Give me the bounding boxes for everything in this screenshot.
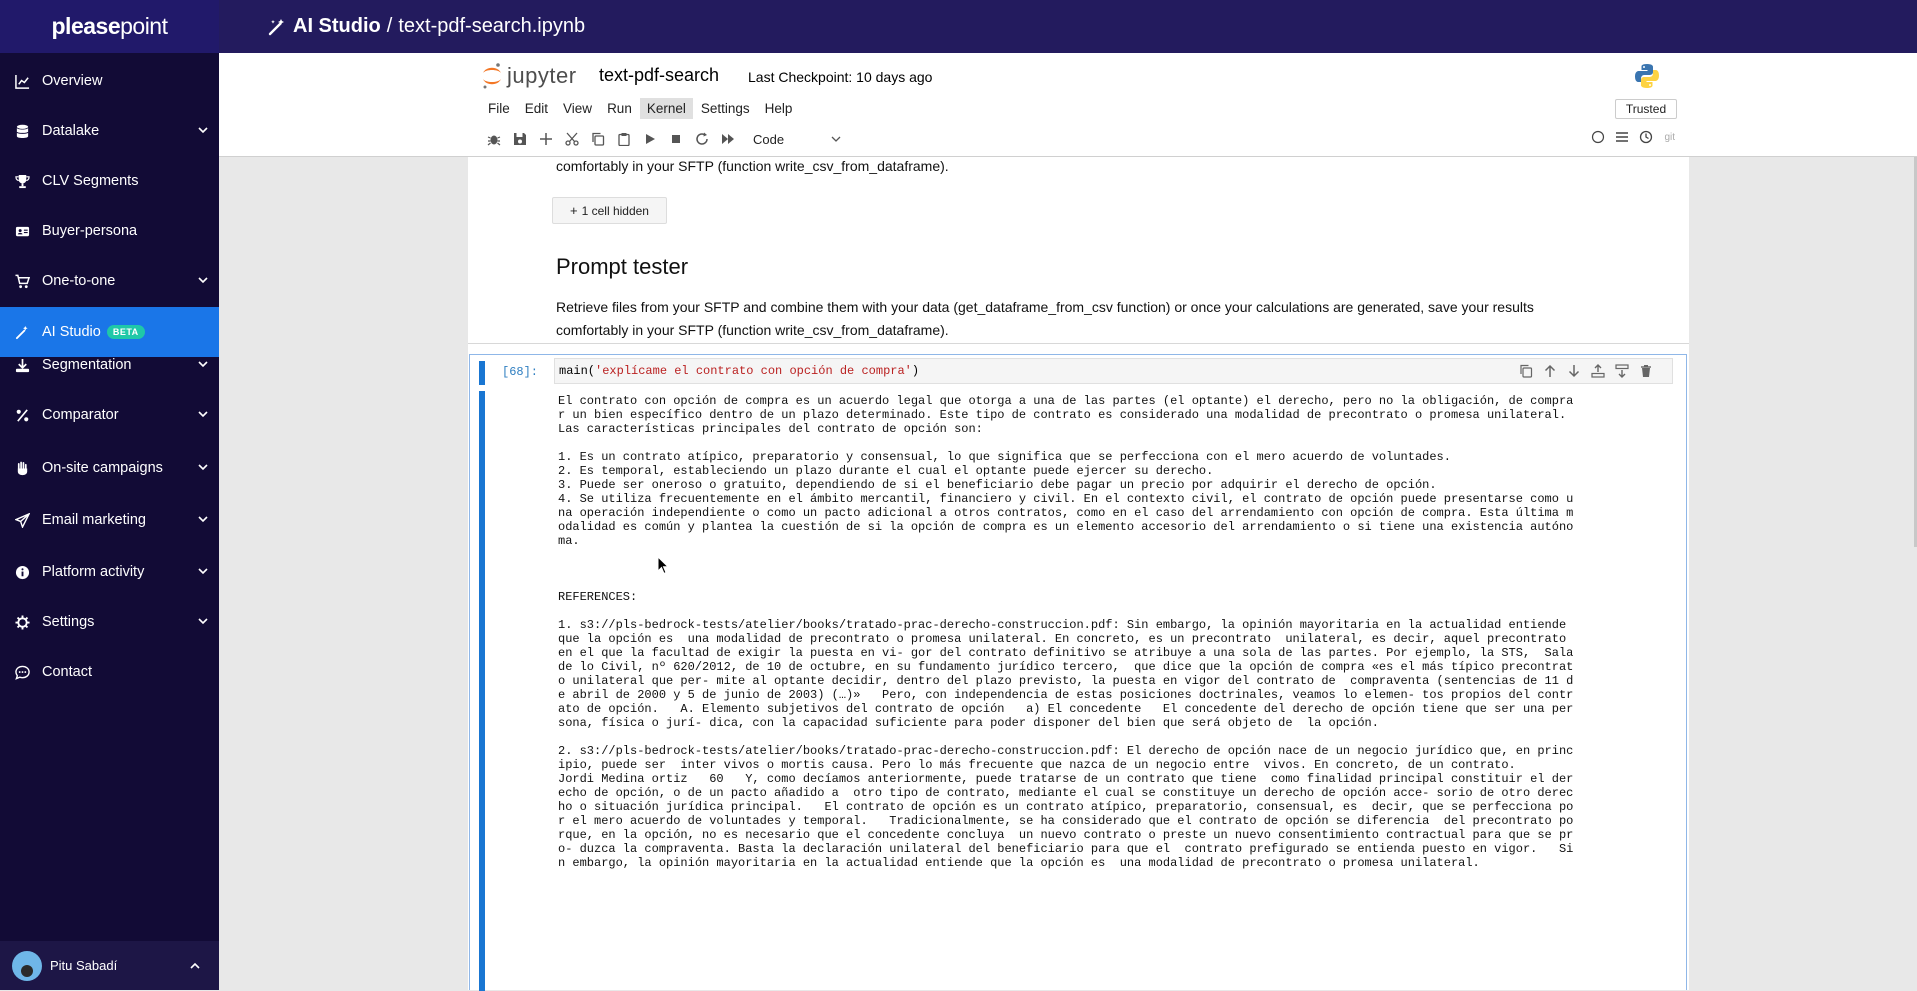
sidebar-item-label: CLV Segments bbox=[42, 173, 139, 189]
sidebar bbox=[0, 53, 219, 990]
code-close: ) bbox=[911, 364, 920, 378]
top-bar bbox=[0, 0, 1917, 53]
chevron-down-icon bbox=[831, 134, 841, 144]
menu-edit[interactable]: Edit bbox=[524, 100, 549, 116]
sidebar-item-segmentation[interactable] bbox=[0, 340, 219, 390]
breadcrumb-app[interactable]: AI Studio bbox=[293, 15, 381, 37]
notebook-page bbox=[468, 157, 1689, 990]
breadcrumb-file: text-pdf-search.ipynb bbox=[398, 15, 586, 37]
menu-view[interactable]: View bbox=[563, 100, 593, 116]
restart-icon[interactable] bbox=[694, 131, 710, 147]
menu-help[interactable]: Help bbox=[764, 100, 793, 116]
sidebar-item-comparator[interactable] bbox=[0, 390, 219, 440]
sidebar-item-label: Settings bbox=[42, 614, 95, 630]
sidebar-item-label: Contact bbox=[42, 664, 92, 680]
beta-badge: BETA bbox=[107, 325, 145, 339]
save-icon[interactable] bbox=[512, 131, 528, 147]
markdown-text: Retrieve files from your SFTP and combine them with your data (get_dataframe_from_csv function) or once your calculations are generated, save your results comfortably in your SFTP (function write_csv_from_dataframe). bbox=[556, 299, 1534, 338]
sidebar-item-clv-segments[interactable] bbox=[0, 156, 219, 206]
chat-icon bbox=[14, 664, 30, 680]
insert-above-icon[interactable] bbox=[1590, 363, 1606, 379]
git-label[interactable]: git bbox=[1664, 131, 1675, 143]
sidebar-item-label: Comparator bbox=[42, 407, 119, 423]
hidden-cells-label: 1 cell hidden bbox=[581, 203, 649, 218]
sidebar-item-email-marketing[interactable] bbox=[0, 495, 219, 545]
sidebar-item-contact[interactable] bbox=[0, 647, 219, 697]
notebook-toolbar bbox=[481, 127, 841, 151]
cart-icon bbox=[14, 273, 30, 289]
sidebar-item-label: Platform activity bbox=[42, 564, 145, 580]
markdown-text: comfortably in your SFTP (function write_csv_from_dataframe). bbox=[556, 158, 949, 174]
cell-type-value: Code bbox=[753, 131, 785, 147]
download-icon bbox=[14, 357, 30, 373]
run-icon[interactable] bbox=[642, 131, 658, 147]
brand-name-light: point bbox=[120, 13, 168, 39]
sidebar-item-overview[interactable] bbox=[0, 56, 219, 106]
trophy-icon bbox=[14, 173, 30, 189]
chevron-down-icon bbox=[197, 274, 209, 286]
kernel-indicators bbox=[1586, 129, 1675, 145]
brand-name-bold: please bbox=[51, 13, 121, 39]
percent-icon bbox=[14, 407, 30, 423]
stop-icon[interactable] bbox=[668, 131, 684, 147]
gear-icon bbox=[14, 614, 30, 630]
fast-forward-icon[interactable] bbox=[720, 131, 736, 147]
chevron-down-icon bbox=[197, 565, 209, 577]
checkpoint-status: Last Checkpoint: 10 days ago bbox=[748, 69, 933, 85]
chevron-down-icon bbox=[197, 615, 209, 627]
trusted-indicator[interactable]: Trusted bbox=[1615, 99, 1677, 119]
info-icon bbox=[14, 564, 30, 580]
delete-icon[interactable] bbox=[1638, 363, 1654, 379]
cell-divider bbox=[468, 343, 1689, 344]
bug-icon[interactable] bbox=[486, 131, 502, 147]
sidebar-item-label: Buyer-persona bbox=[42, 223, 138, 239]
sidebar-item-platform-activity[interactable] bbox=[0, 547, 219, 597]
mouse-cursor-icon bbox=[657, 556, 671, 576]
kernel-status-icon[interactable] bbox=[1590, 129, 1606, 145]
chevron-down-icon bbox=[197, 461, 209, 473]
user-menu[interactable] bbox=[0, 941, 219, 990]
move-up-icon[interactable] bbox=[1542, 363, 1558, 379]
sidebar-item-label: AI Studio bbox=[42, 324, 101, 340]
chevron-down-icon bbox=[197, 358, 209, 370]
chevron-down-icon bbox=[197, 408, 209, 420]
menu-run[interactable]: Run bbox=[607, 100, 632, 116]
hidden-cells-button[interactable] bbox=[552, 197, 667, 224]
menu-kernel[interactable]: Kernel bbox=[640, 98, 693, 119]
sidebar-item-datalake[interactable] bbox=[0, 106, 219, 156]
breadcrumb bbox=[267, 15, 585, 38]
paper-plane-icon bbox=[14, 512, 30, 528]
cell-collapser-input[interactable] bbox=[479, 361, 485, 385]
code-function: main( bbox=[559, 364, 596, 378]
sidebar-item-label: Email marketing bbox=[42, 512, 146, 528]
move-down-icon[interactable] bbox=[1566, 363, 1582, 379]
code-cell[interactable] bbox=[469, 354, 1687, 990]
cell-toolbar bbox=[1514, 363, 1658, 379]
cell-collapser-output[interactable] bbox=[479, 391, 485, 991]
sidebar-item-buyer-persona[interactable] bbox=[0, 206, 219, 256]
sidebar-item-label: One-to-one bbox=[42, 273, 116, 289]
python-icon bbox=[1634, 63, 1660, 89]
sidebar-item-label: On-site campaigns bbox=[42, 460, 163, 476]
sidebar-item-label: Segmentation bbox=[42, 357, 132, 373]
insert-below-icon[interactable] bbox=[1614, 363, 1630, 379]
user-name: Pitu Sabadí bbox=[50, 958, 118, 973]
menu-lines-icon[interactable] bbox=[1614, 129, 1630, 145]
notebook-area bbox=[219, 157, 1917, 990]
id-card-icon bbox=[14, 223, 30, 239]
sidebar-item-on-site-campaigns[interactable] bbox=[0, 443, 219, 493]
jupyter-logo-text: jupyter bbox=[507, 63, 577, 88]
magic-wand-icon bbox=[267, 17, 287, 37]
markdown-heading: Prompt tester bbox=[556, 254, 689, 279]
menu-file[interactable]: File bbox=[488, 100, 510, 116]
breadcrumb-separator: / bbox=[386, 15, 393, 37]
brand-logo[interactable] bbox=[0, 0, 219, 53]
cell-output: El contrato con opción de compra es un acuerdo legal que otorga a una de las partes (el optante) el derecho, pero no la obligación, de compra r un bien específico dentro de un plazo determinado. Este tipo de contrato es considerado una modalidad de precontrato o promesa unilateral. Las características principales del contrato de opción son: 1. Es un contrato atípico, preparatorio y consensual, lo que significa que se perfecciona con el mero acuerdo de voluntades. 2. Es temporal, estableciendo un plazo durante el cual el optante puede ejercer su derecho. 3. Puede ser oneroso o gratuito, dependiendo de si el beneficiario debe pagar un precio por adquirir el derecho de opción. 4. Se utiliza frecuentemente en el ámbito mercantil, financiero y civil. En el contexto civil, el contrato de opción puede presentarse como u na operación independiente o como un pacto adicional a otros contratos, como en el caso del arrendamiento con opción de compra. Esta última m odalidad es común y plantea la cuestión de si la opción de compra es un elemento accesorio del arrendamiento o si tiene una existencia autóno ma. REFERENCES: 1. s3://pls-bedrock-tests/atelier/books/tratado-prac-derecho-construccion.pdf: Sin embargo, la opinión mayoritaria en la actualidad entiende que la opción es una modalidad de precontrato o promesa unilateral. En concreto, es un precontrato unilateral, es decir, aquel precontrato en el que la facultad de exigir la puesta en vi- gor del contrato definitivo se atribuye a una sola de las partes. Por ejemplo, la STS, Sala de lo Civil, nº 620/2012, de 10 de octubre, en su fundamento jurídico tercero, que dice que la opción de compra «es el más típico precontrat o unilateral que per- mite al optante decidir, dentro del plazo previsto, la puesta en vigor del contrato de compraventa (sentencias de 11 d e abril de 2000 y 5 de junio de 2003) (…)» Pero, con independencia de estas posiciones doctrinales, veamos lo elemen- tos propios del contr ato de opción. A. Elemento subjetivos del contrato de opción a) El concedente El concedente del derecho de opción tiene que ser una per sona, física o jurí- dica, con la capacidad suficiente para poder disponer del bien que será objeto de la opción. 2. s3://pls-bedrock-tests/atelier/books/tratado-prac-derecho-construccion.pdf: El derecho de opción nace de un negocio jurídico que, en princ ipio, puede ser inter vivos o mortis causa. Pero lo más frecuente que nazca de un negocio entre vivos. En concreto, de un contrato. Jordi Medina ortiz 60 Y, como decíamos anteriormente, puede tratarse de un contrato que tiene como finalidad principal constituir el der echo de opción, o de un pacto añadido a otro tipo de contrato, mediante el cual se constituye un derecho de opción acce- sorio de otro derec ho o situación jurídica principal. El contrato de opción es un contrato atípico, preparatorio, consensual, es decir, que se perfecciona po r el mero acuerdo de voluntades y temporal. Tradicionalmente, se ha considerado que el contrato de opción se diferencia del precontrato po rque, en la opción, no es necesario que el concedente concluya un nuevo contrato o preste un nuevo consentimiento contractual para que se pr o- duzca la compraventa. Basta la declaración unilateral del beneficiario para que el contrato prefigurado se entienda puesto en vigor. Si n embargo, la opinión mayoritaria en la actualidad entiende que la opción es una modalidad de precontrato o promesa unilateral. bbox=[558, 394, 1574, 870]
database-icon bbox=[14, 123, 30, 139]
cell-prompt: [68]: bbox=[502, 365, 539, 379]
plus-icon: + bbox=[570, 203, 578, 218]
cut-icon[interactable] bbox=[564, 131, 580, 147]
sidebar-item-label: Datalake bbox=[42, 123, 100, 139]
jupyter-header bbox=[219, 53, 1917, 157]
hand-icon bbox=[14, 460, 30, 476]
cell-type-select[interactable] bbox=[753, 132, 841, 147]
duplicate-icon[interactable] bbox=[1518, 363, 1534, 379]
jupyter-icon bbox=[481, 61, 503, 91]
sidebar-item-label: Overview bbox=[42, 73, 103, 89]
menu-bar bbox=[481, 97, 800, 119]
code-string: 'explícame el contrato con opción de compra' bbox=[595, 364, 912, 378]
cell-input[interactable] bbox=[554, 358, 1673, 384]
history-icon[interactable] bbox=[1638, 129, 1654, 145]
jupyter-logo[interactable] bbox=[481, 61, 577, 91]
chevron-down-icon bbox=[197, 513, 209, 525]
notebook-name[interactable]: text-pdf-search bbox=[599, 65, 720, 85]
paste-icon[interactable] bbox=[616, 131, 632, 147]
chevron-up-icon bbox=[189, 960, 201, 972]
add-cell-icon[interactable] bbox=[538, 131, 554, 147]
sidebar-item-settings[interactable] bbox=[0, 597, 219, 647]
menu-settings[interactable]: Settings bbox=[700, 100, 750, 116]
sidebar-item-one-to-one[interactable] bbox=[0, 256, 219, 306]
copy-icon[interactable] bbox=[590, 131, 606, 147]
avatar bbox=[12, 951, 42, 981]
chevron-down-icon bbox=[197, 124, 209, 136]
magic-wand-icon bbox=[14, 324, 30, 340]
chart-line-icon bbox=[14, 73, 30, 89]
